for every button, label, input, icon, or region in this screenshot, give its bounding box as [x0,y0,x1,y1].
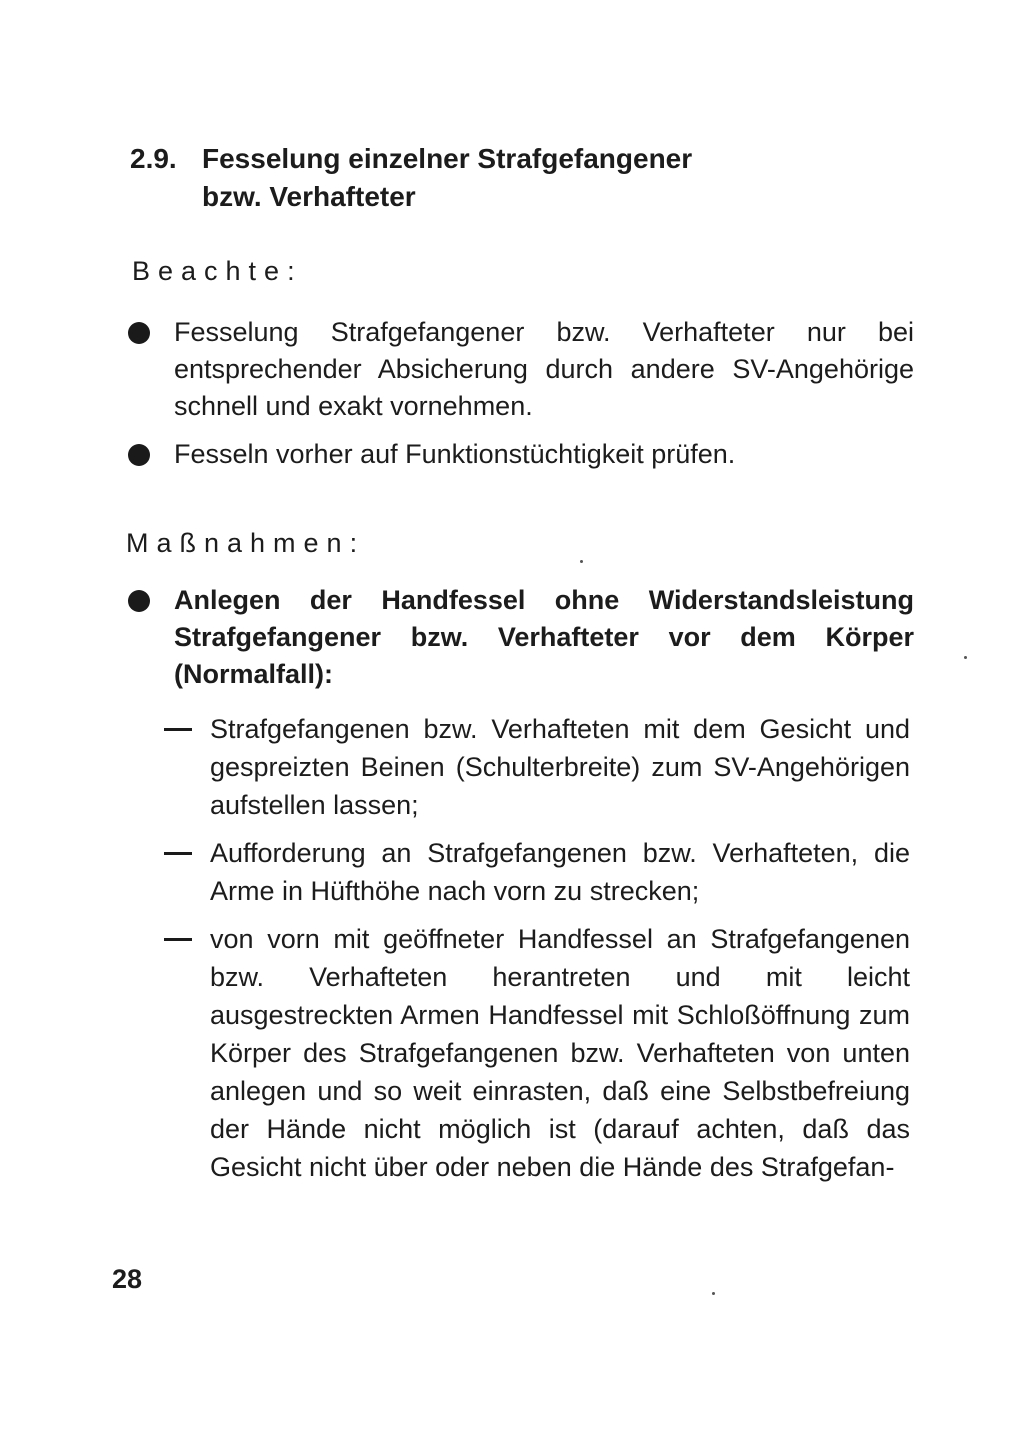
section-title-line1: Fesselung einzelner Strafgefangener [202,143,693,174]
scan-speck [580,560,583,563]
section-number: 2.9. [130,143,177,174]
massnahmen-step-1-text: Strafgefangenen bzw. Verhafteten mit dem Gesicht und gespreizten Beinen (Schulterbreite) zum SV-Angehörigen aufstellen lassen; [210,714,910,820]
beachte-item-2-text: Fesseln vorher auf Funktionstüchtigkeit prüfen. [174,439,736,469]
scan-speck [712,1292,715,1295]
beachte-item-1 [174,314,914,425]
bullet-dot-icon [128,322,150,344]
massnahmen-step-2 [210,834,910,910]
dash-icon [164,728,192,731]
bullet-dot-icon [128,590,150,612]
massnahmen-step-3-text: von vorn mit geöffneter Handfessel an Strafgefangenen bzw. Verhafteten herantreten und mit leicht ausgestreckten Armen Handfessel mit Schloßöffnung zum Körper des Strafgefangenen bzw. Verhafteten von unten anlegen und so weit einrasten, daß eine Selbstbefreiung der Hände nicht möglich ist (darauf achten, daß das Gesicht nicht über oder neben die Hände des Strafgefan- [210,924,910,1182]
massnahmen-step-2-text: Aufforderung an Strafgefangenen bzw. Verhafteten, die Arme in Hüfthöhe nach vorn zu strecken; [210,838,910,906]
dash-icon [164,852,192,855]
massnahmen-label: Maßnahmen: [126,528,366,558]
scan-speck [964,656,967,659]
massnahmen-step-3 [210,920,910,1186]
section-heading [130,140,692,216]
section-title-line2: bzw. Verhafteter [202,181,416,212]
massnahmen-main-item-text: Anlegen der Handfessel ohne Widerstandsleistung Strafgefangener bzw. Verhafteter vor dem Körper (Normalfall): [174,585,914,689]
massnahmen-step-1 [210,710,910,824]
beachte-item-2 [174,436,914,473]
beachte-label: Beachte: [132,256,303,286]
page-number: 28 [112,1264,143,1294]
beachte-item-1-text: Fesselung Strafgefangener bzw. Verhafteter nur bei entsprechender Absicherung durch andere SV-Angehörige schnell und exakt vornehmen. [174,317,914,421]
bullet-dot-icon [128,444,150,466]
dash-icon [164,938,192,941]
massnahmen-main-item [174,582,914,693]
